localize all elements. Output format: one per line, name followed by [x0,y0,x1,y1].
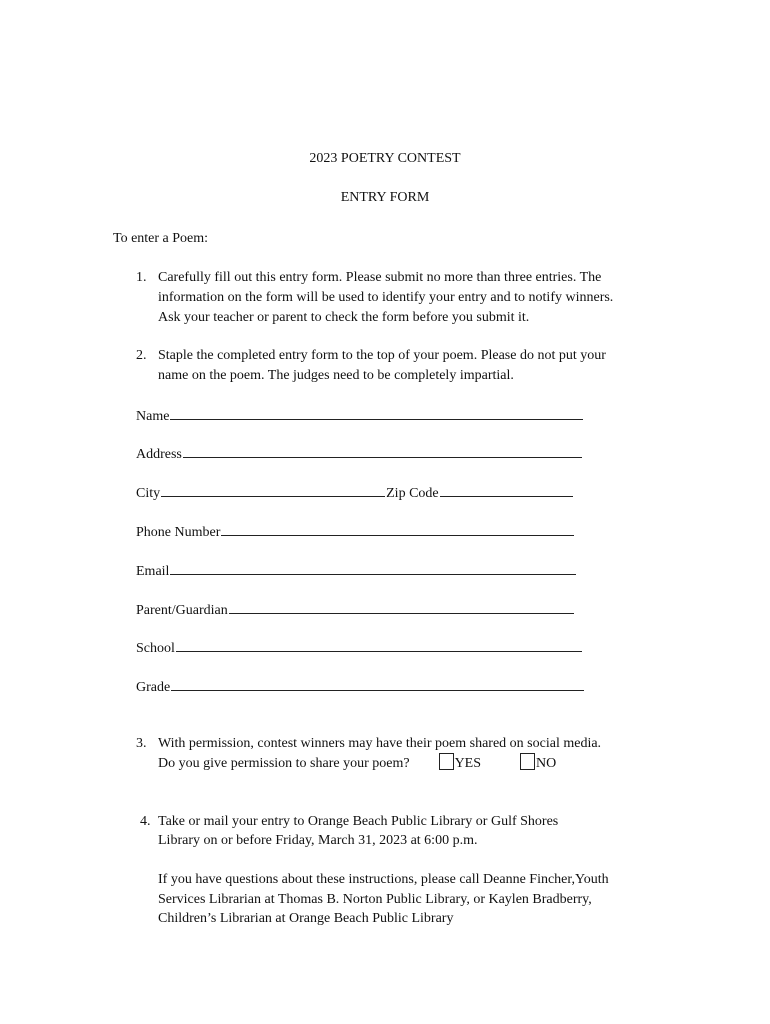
item-number: 2. [136,348,147,363]
contact-line: Services Librarian at Thomas B. Norton Public Library, or Kaylen Bradberry, [158,892,592,907]
name-input-line[interactable] [170,405,583,420]
permission-question-row [158,753,556,774]
intro-text: To enter a Poem: [113,231,209,246]
item-line: information on the form will be used to identify your entry and to notify winners. [158,290,614,305]
item-line: Staple the completed entry form to the top of your poem. Please do not put your [158,348,606,363]
grade-label: Grade [136,680,171,695]
phone-field[interactable] [136,521,574,543]
no-checkbox[interactable] [520,753,535,770]
name-label: Name [136,409,170,424]
permission-text: With permission, contest winners may have their poem shared on social media. [158,736,602,751]
zip-input-line[interactable] [440,482,573,497]
contact-line: Children’s Librarian at Orange Beach Public Library [158,911,454,926]
phone-label: Phone Number [136,525,221,540]
zip-label: Zip Code [386,486,439,501]
grade-field[interactable] [136,676,584,698]
submission-line: Take or mail your entry to Orange Beach Public Library or Gulf Shores [158,814,559,829]
contact-line: If you have questions about these instructions, please call Deanne Fincher,Youth [158,872,609,887]
yes-checkbox[interactable] [439,753,454,770]
name-field[interactable] [136,405,583,427]
email-label: Email [136,564,170,579]
item-line: Ask your teacher or parent to check the form before you submit it. [158,310,530,325]
address-input-line[interactable] [183,443,582,458]
permission-question: Do you give permission to share your poem? [158,756,410,771]
item-number: 1. [136,270,147,285]
phone-input-line[interactable] [221,521,574,536]
email-field[interactable] [136,560,576,582]
item-number: 3. [136,736,147,751]
parent-input-line[interactable] [229,599,574,614]
email-input-line[interactable] [170,560,576,575]
parent-label: Parent/Guardian [136,603,228,618]
school-field[interactable] [136,637,582,659]
item-number: 4. [140,814,151,829]
address-field[interactable] [136,443,582,465]
submission-line: Library on or before Friday, March 31, 2023 at 6:00 p.m. [158,833,478,848]
school-label: School [136,641,175,656]
yes-label: YES [454,756,482,771]
school-input-line[interactable] [176,637,582,652]
city-zip-field[interactable] [136,482,573,504]
page-title: 2023 POETRY CONTEST [309,151,461,166]
item-line: Carefully fill out this entry form. Please submit no more than three entries. The [158,270,602,285]
city-label: City [136,486,161,501]
no-label: NO [536,756,557,771]
parent-guardian-field[interactable] [136,599,574,621]
grade-input-line[interactable] [171,676,584,691]
item-line: name on the poem. The judges need to be completely impartial. [158,368,514,383]
yes-option[interactable] [439,756,481,771]
no-option[interactable] [520,756,556,771]
city-input-line[interactable] [161,482,385,497]
page-subtitle: ENTRY FORM [340,190,430,205]
address-label: Address [136,447,182,462]
